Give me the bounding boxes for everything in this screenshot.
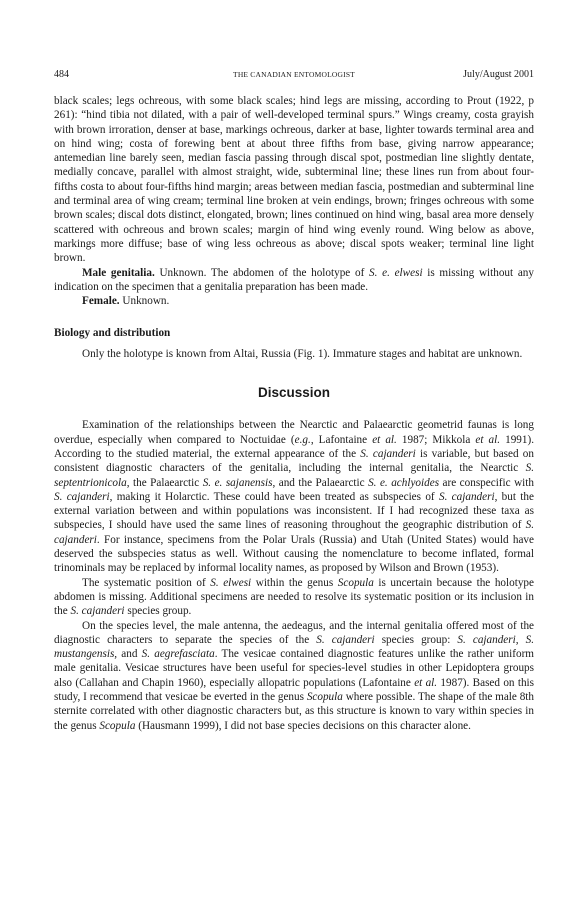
female-paragraph: [54, 294, 534, 308]
species-name: S. aegrefasciata: [141, 648, 215, 661]
text-run: , making it Holarctic. These could have been treated as subspecies of: [109, 490, 439, 503]
biology-heading: Biology and distribution: [54, 327, 171, 340]
citation-etal: et al.: [414, 676, 438, 689]
text-run: 1991). According to the studied material, the external appearance of the: [54, 433, 535, 460]
text-run: is missing without any indication on the specimen that a genitalia preparation has been made.: [54, 266, 534, 293]
text-run: , and the Palaearctic: [272, 476, 369, 489]
female-label: Female.: [82, 295, 120, 308]
citation-etal: et al.: [372, 433, 397, 446]
species-name: S. cajanderi: [316, 633, 375, 646]
text-run: is uncertain because the holotype abdomen is missing. Additional specimens are needed to resolve its systematic position or its inclusion in the: [54, 576, 534, 618]
species-name: S. cajanderi: [438, 490, 495, 503]
text-run: On the species level, the male antenna, the aedeagus, and the internal genitalia offered most of the diagnostic characters to separate the species of the: [54, 619, 534, 646]
text-run: within the genus: [251, 576, 338, 589]
species-name: S. e. sajanensis: [202, 476, 273, 489]
male-genitalia-paragraph: [54, 266, 534, 295]
description-paragraph: black scales; legs ochreous, with some black scales; hind legs are missing, according to Prout (1922, p 261): “hind tibia not dilated, with a pair of well-developed terminal spurs.” Wings creamy, costa grayish with brown irroration, denser at base, markings ochreous, darker at base, lighter towards terminal area and on hind wing; costa of forewing bent at about three fifths from base, giving narrow appearance; antemedian line barely seen, median fascia passing through discal spot, postmedian line slightly dentate, medially concave, parallel with almost straight, wide, subterminal line; these lines run from about four-fifths costa to about four-fifths hind margin; areas between median fascia, postmedian and subterminal line and terminal area of wing cream; terminal line broken at vein endings, brown; fringes ochreous with some brown scales; discal dots distinct, elongated, brown; lines continued on hind wing, basal area more densely scattered with ochreous and brown scales; margin of hind wing evenly round. Wing below as above, markings more diffuse; base of wing less ochreous as above; discal spots weaker; terminal line light brown.: [54, 95, 534, 265]
biology-paragraph: Only the holotype is known from Altai, Russia (Fig. 1). Immature stages and habitat are unknown.: [82, 347, 523, 360]
text-run: . The vesicae contained diagnostic features unlike the rather uniform male genitalia. Vesicae structures have been useful for species-level studies in other Lepidoptera groups also (Callahan and Chapin 1960), especially allopatric populations (Lafontaine: [54, 648, 535, 689]
text-run: species group:: [374, 633, 458, 646]
species-name: S. elwesi: [210, 576, 252, 589]
text-run: , but the external variation between and within populations was inconsistent. If I had recognized these taxa as subspecies, I should have used the same lines of reasoning throughout the geographic distribution of: [54, 490, 534, 532]
text-run: 1987; Mikkola: [396, 433, 476, 446]
text-run: Unknown.: [119, 295, 170, 308]
text-run: , the Palaearctic: [126, 476, 203, 489]
running-header: [54, 68, 534, 82]
text-run: , Lafontaine: [310, 433, 373, 446]
text-run: . For instance, specimens from the Polar Urals (Russia) and Utah (United States) would have deserved the subspecies status as well. Without causing the nomenclature to become inflated, formal trinominals may be replaced by informal locality names, as proposed by Wilson and Brown (1953).: [54, 533, 534, 575]
genus-name: Scopula: [306, 690, 343, 703]
species-name: S. cajanderi: [54, 519, 534, 546]
genus-name: Scopula: [99, 719, 136, 732]
text-run: are conspecific with: [439, 476, 534, 489]
text-run: and: [117, 648, 142, 661]
discussion-paragraph-1: [54, 418, 534, 575]
text-run: species group.: [124, 605, 192, 618]
species-name: S. e. elwesi: [369, 266, 423, 279]
discussion-paragraph-2: [54, 576, 534, 619]
species-name: S. septentrionicola: [54, 462, 534, 489]
page-number: 484: [54, 69, 69, 80]
text-run: Unknown. The abdomen of the holotype of: [154, 266, 370, 279]
species-name: S. cajanderi, S. mustangensis,: [54, 633, 535, 661]
text-run: The systematic position of: [82, 576, 211, 589]
issue-date: July/August 2001: [463, 69, 534, 80]
abbreviation: e.g.: [294, 433, 311, 446]
discussion-paragraph-3: [54, 619, 534, 733]
genus-name: Scopula: [337, 576, 374, 589]
text-run: (Hausmann 1999), I did not base species decisions on this character alone.: [135, 719, 471, 732]
male-genitalia-label: Male genitalia.: [82, 266, 155, 279]
text-run: 1987). Based on this study, I recommend that vesicae be everted in the genus: [54, 676, 534, 703]
text-run: is variable, but based on consistent diagnostic characters of the genitalia, including the internal genitalia, the Nearctic: [54, 447, 534, 475]
discussion-heading: Discussion: [257, 385, 331, 401]
journal-title: THE CANADIAN ENTOMOLOGIST: [233, 70, 355, 79]
species-name: S. cajanderi: [360, 447, 416, 460]
journal-page: [54, 0, 534, 923]
article-body: [54, 94, 534, 733]
species-name: S. cajanderi: [54, 490, 110, 503]
species-name: S. e. achlyoides: [368, 476, 440, 489]
species-name: S. cajanderi: [70, 605, 125, 618]
text-run: Examination of the relationships between the Nearctic and Palaearctic geometrid faunas is long overdue, especially when compared to Noctuidae (: [54, 419, 534, 446]
text-run: where possible. The shape of the male 8th sternite correlated with other diagnostic characters but, as this structure is known to vary within species in the genus: [54, 690, 534, 732]
citation-etal: et al.: [475, 433, 501, 446]
